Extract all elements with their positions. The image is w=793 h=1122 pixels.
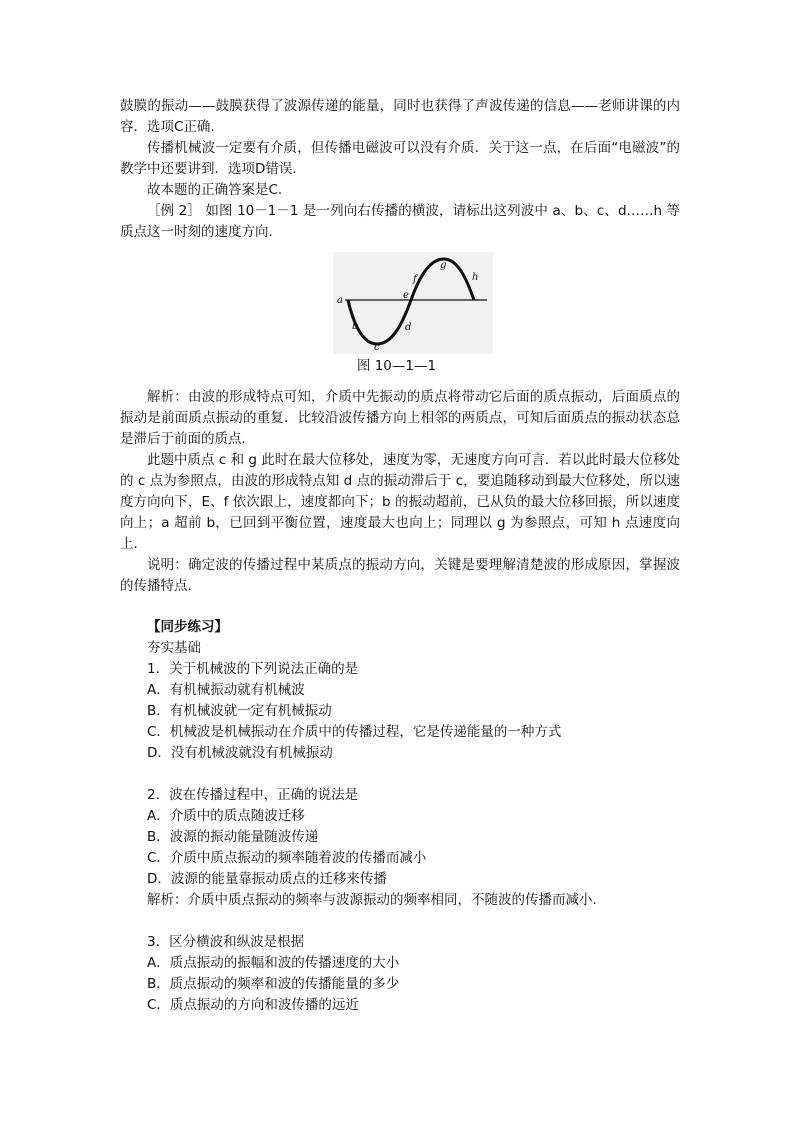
point-label-c: c xyxy=(374,342,380,353)
question-3-option: A．质点振动的振幅和波的传播速度的大小 xyxy=(147,955,400,971)
question-3-option: B．质点振动的频率和波的传播能量的多少 xyxy=(147,976,400,992)
question-1-option: A．有机械振动就有机械波 xyxy=(147,682,305,698)
point-label-a: a xyxy=(337,295,343,306)
question-2-option: A．介质中的质点随波迁移 xyxy=(147,808,305,824)
figure-caption: 图 10—1—1 xyxy=(356,358,437,374)
question-1-stem: 1．关于机械波的下列说法正确的是 xyxy=(147,661,359,677)
question-2-option: B．波源的振动能量随波传递 xyxy=(147,829,319,845)
intro-paragraph-1: 鼓膜的振动——鼓膜获得了波源传递的能量，同时也获得了声波传递的信息——老师讲课的内容．选项C正确． xyxy=(120,98,680,135)
question-1-option: C．机械波是机械振动在介质中的传播过程，它是传递能量的一种方式 xyxy=(147,724,562,740)
example-2: ［例 2］ 如图 10－1－1 是一列向右传播的横波，请标出这列波中 a、b、c、d……h 等质点这一时刻的速度方向． xyxy=(120,203,680,240)
question-1-option: D．没有机械波就没有机械振动 xyxy=(147,745,333,761)
question-2-option: C．介质中质点振动的频率随着波的传播而减小 xyxy=(147,850,427,866)
intro-paragraph-3: 故本题的正确答案是C． xyxy=(147,182,292,198)
practice-heading: 【同步练习】 xyxy=(147,619,228,635)
intro-paragraph-2: 传播机械波一定要有介质，但传播电磁波可以没有介质．关于这一点，在后面“电磁波”的教学中还要讲到．选项D错误． xyxy=(120,140,680,177)
question-3-option: C．质点振动的方向和波传播的远近 xyxy=(147,997,359,1013)
point-label-b: b xyxy=(352,321,359,332)
analysis-paragraph-1: 解析：由波的形成特点可知，介质中先振动的质点将带动它后面的质点振动，后面质点的振动是前面质点振动的重复．比较沿波传播方向上相邻的两质点，可知后面质点的振动状态总是滞后于前面的质点． xyxy=(120,389,680,447)
transverse-wave-diagram xyxy=(333,252,493,354)
point-label-f: f xyxy=(413,274,417,285)
point-label-h: h xyxy=(472,272,479,283)
wave-figure xyxy=(333,252,493,354)
practice-subheading: 夯实基础 xyxy=(147,640,201,656)
analysis-paragraph-2: 此题中质点 c 和 g 此时在最大位移处，速度为零，无速度方向可言．若以此时最大位移处的 c 点为参照点，由波的形成特点知 d 点的振动滞后于 c，要追随移动到最大位移处，所以速度方向向下，E、f 依次跟上，速度都向下；b 的振动超前，已从负的最大位移回振，所以速度向上；a 超前 b，已回到平衡位置，速度最大也向上；同理以 g 为参照点，可知 h 点速度向上． xyxy=(120,452,680,552)
question-2-analysis: 解析：介质中质点振动的频率与波源振动的频率相同，不随波的传播而减小． xyxy=(147,892,606,908)
question-2-option: D．波源的能量靠振动质点的迁移来传播 xyxy=(147,871,387,887)
analysis-note: 说明：确定波的传播过程中某质点的振动方向，关键是要理解清楚波的形成原因，掌握波的传播特点． xyxy=(120,557,680,594)
point-label-g: g xyxy=(440,260,447,271)
point-label-d: d xyxy=(405,322,412,333)
question-2-stem: 2．波在传播过程中，正确的说法是 xyxy=(147,787,359,803)
point-label-e: e xyxy=(403,290,409,301)
question-3-stem: 3．区分横波和纵波是根据 xyxy=(147,934,305,950)
question-1-option: B．有机械波就一定有机械振动 xyxy=(147,703,332,719)
figure-background xyxy=(333,252,493,354)
